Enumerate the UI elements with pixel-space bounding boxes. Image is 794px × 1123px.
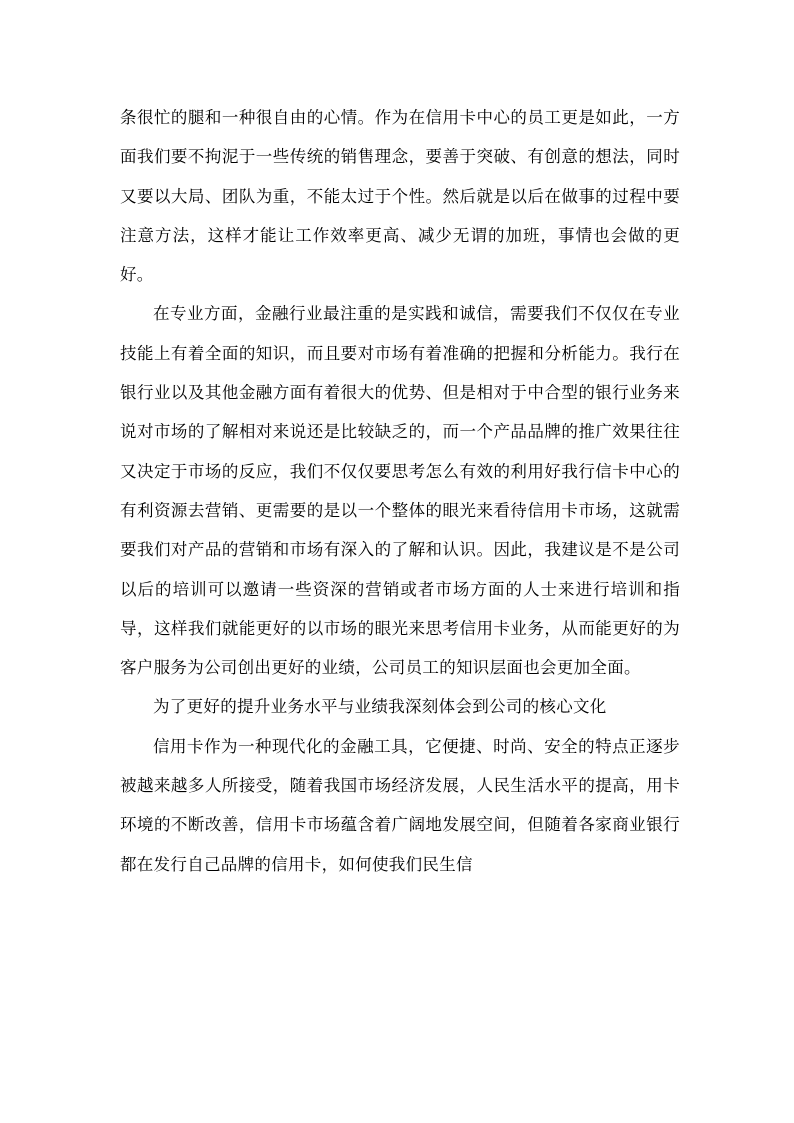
- paragraph-core-culture: 为了更好的提升业务水平与业绩我深刻体会到公司的核心文化: [153, 697, 607, 717]
- paragraph-continued: 条很忙的腿和一种很自由的心情。作为在信用卡中心的员工更是如此，一方面我们要不拘泥于一些传统的销售理念，要善于突破、有创意的想法，同时又要以大局、团队为重，不能太过于个性。然后就是以后在做事的过程中要注意方法，这样才能让工作效率更高、减少无谓的加班，事情也会做的更好。: [120, 108, 680, 285]
- paragraph-credit-card: 信用卡作为一种现代化的金融工具，它便捷、时尚、安全的特点正逐步被越来越多人所接受，随着我国市场经济发展，人民生活水平的提高，用卡环境的不断改善，信用卡市场蕴含着广阔地发展空间，但随着各家商业银行都在发行自己品牌的信用卡，如何使我们民生信: [120, 736, 680, 874]
- paragraph-professional: 在专业方面，金融行业最注重的是实践和诚信，需要我们不仅仅在专业技能上有着全面的知识，而且要对市场有着准确的把握和分析能力。我行在银行业以及其他金融方面有着很大的优势、但是相对于中合型的银行业务来说对市场的了解相对来说还是比较缺乏的，而一个产品品牌的推广效果往往又决定于市场的反应，我们不仅仅要思考怎么有效的利用好我行信卡中心的有利资源去营销、更需要的是以一个整体的眼光来看待信用卡市场，这就需要我们对产品的营销和市场有深入的了解和认识。因此，我建议是不是公司以后的培训可以邀请一些资深的营销或者市场方面的人士来进行培训和指导，这样我们就能更好的以市场的眼光来思考信用卡业务，从而能更好的为客户服务为公司创出更好的业绩，公司员工的知识层面也会更加全面。: [120, 304, 680, 678]
- document-body: [120, 98, 680, 884]
